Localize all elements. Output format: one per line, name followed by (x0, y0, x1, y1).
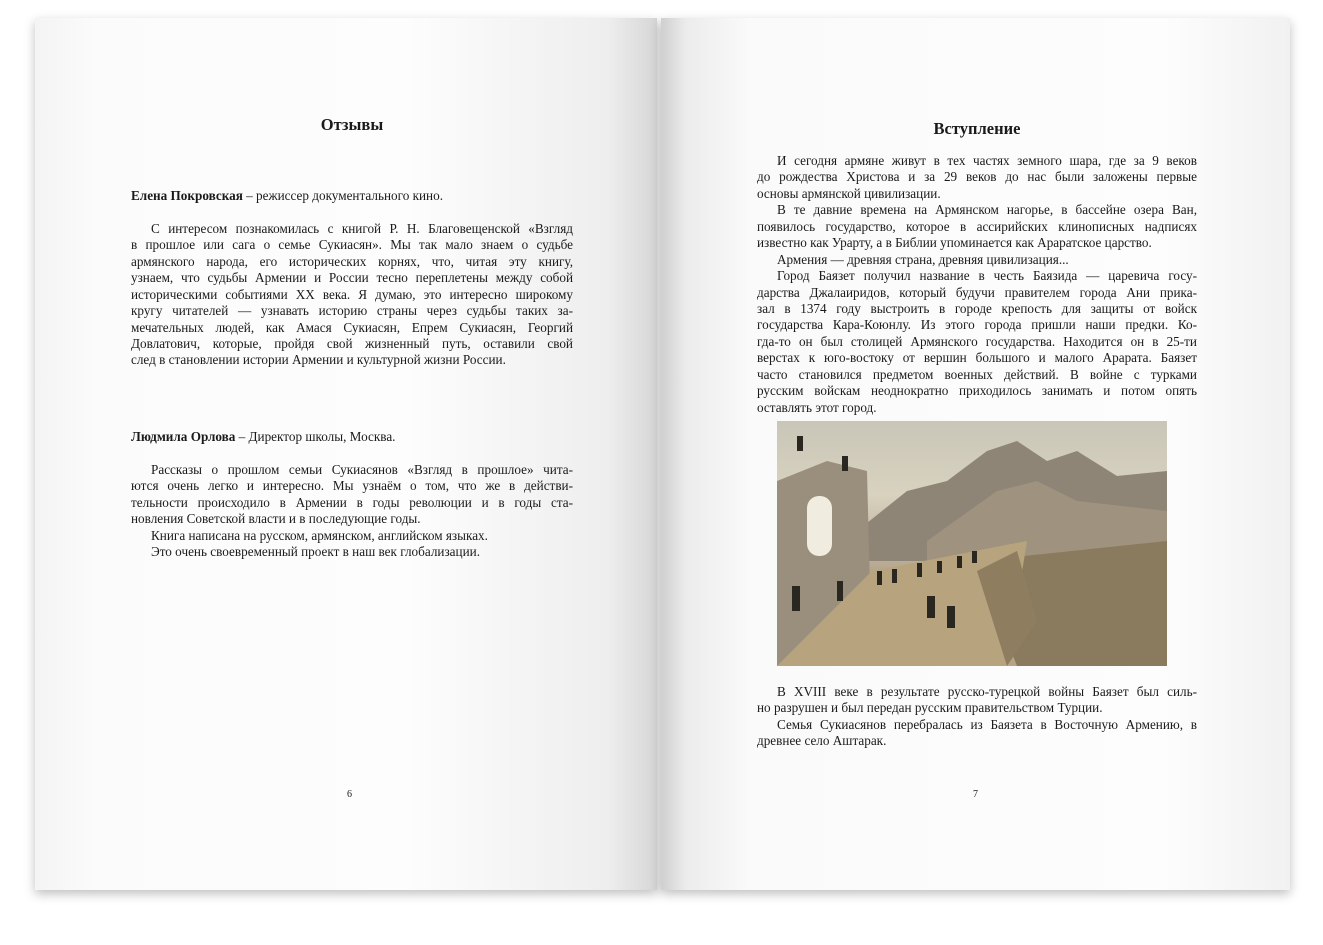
painting-image (777, 421, 1167, 666)
text-line: Рассказы о прошлом семьи Сукиасянов «Взгляд в прошлое» чита- (151, 461, 573, 477)
text-line: В те давние времена на Армянском нагорье, в бассейне озера Ван, (777, 202, 1197, 218)
reviewer-role: – режиссер документального кино. (242, 188, 443, 203)
page-title-right: Вступление (933, 119, 1021, 138)
text-line: Книга написана на русском, армянском, английском языках. (151, 527, 488, 543)
text-line: Город Баязет получил название в честь Баязида — царевича госу- (777, 268, 1197, 284)
text-line: В XVIII веке в результате русско-турецкой войны Баязет был силь- (777, 684, 1197, 699)
text-line: новления Советской власти и в последующие годы. (131, 511, 421, 527)
text-line: Армения — древняя страна, древняя цивилизация... (777, 251, 1069, 267)
painting-bayazet-fortress (777, 421, 1167, 666)
text-line: оставлять этот город. (757, 399, 877, 415)
text-line: государства Кара-Коюнлу. Из этого города пришли наши предки. Ко- (757, 317, 1197, 333)
intro-text-top (757, 153, 1197, 416)
text-line: историческими событиями XX века. Я думаю, это интересно широкому (131, 286, 573, 302)
text-line: Довлатович, которые, пройдя свой жизненный путь, оставили свой (131, 335, 573, 351)
text-line: Семья Сукиасянов перебралась из Баязета в Восточную Армению, в (777, 716, 1197, 732)
text-line: армянского народа, его исторических корнях, что, читая эту книгу, (131, 253, 573, 269)
text-line: кругу читателей — узнавать историю страны через судьбы таких за- (131, 303, 573, 319)
text-line: известно как Урарту, а в Библии упоминается как Араратское царство. (757, 235, 1152, 251)
review-2 (131, 429, 573, 561)
text-line: зал в 1374 году выстроить в городе крепость для защиты от войск (757, 300, 1197, 316)
page-title-left: Отзывы (320, 115, 384, 134)
text-line: ются очень легко и интересно. Мы узнаём о том, что же в действи- (131, 478, 573, 494)
text-line: дарства Джалаиридов, который будучи правителем города Ани прика- (757, 284, 1197, 300)
text-line: основы армянской цивилизации. (757, 185, 941, 201)
text-line: верстах к юго-востоку от вершин большого и малого Арарата. Баязет (757, 350, 1197, 366)
text-line: русским войскам неоднократно приходилось занимать и потом опять (757, 383, 1197, 399)
reviewer-name: Людмила Орлова (131, 429, 236, 444)
reviewer-role: – Директор школы, Москва. (235, 429, 396, 444)
text-line: до рождества Христова и за 29 веков до нас были заложены первые (757, 169, 1197, 185)
page-number-left: 6 (347, 789, 352, 800)
text-line: древнее село Аштарак. (757, 733, 887, 749)
text-line: часто становился предметом военных действий. В войне с турками (757, 366, 1197, 382)
page-number-right: 7 (973, 789, 978, 800)
text-line: гда-то он был столицей Армянского государства. Находится он в 25-ти (757, 333, 1197, 349)
review-1 (131, 188, 573, 369)
text-line: мечательных людей, как Амася Сукиасян, Епрем Сукиасян, Георгий (131, 319, 573, 335)
text-line: появилось государство, которое в ассирийских клинописных надписях (757, 218, 1197, 234)
text-line: И сегодня армяне живут в тех частях земного шара, где за 9 веков (777, 153, 1197, 168)
text-line: С интересом познакомилась с книгой Р. Н. Благовещенской «Взгляд (151, 220, 573, 236)
reviewer-line (131, 188, 573, 204)
text-line: узнаем, что судьбы Армении и России тесно переплетены между собой (131, 270, 573, 286)
text-line: но разрушен и был передан русским правительством Турции. (757, 700, 1103, 716)
text-line: тельности происходило в Армении в годы революции и в годы ста- (131, 494, 573, 510)
text-line: Это очень своевременный проект в наш век глобализации. (151, 544, 480, 560)
reviewer-line (131, 429, 573, 445)
intro-text-bottom (757, 684, 1197, 750)
text-line: след в становлении истории Армении и культурной жизни России. (131, 352, 506, 368)
reviewer-name: Елена Покровская (131, 188, 243, 203)
text-line: в прошлое или сага о семье Сукиасян». Мы так мало знаем о судьбе (131, 237, 573, 253)
